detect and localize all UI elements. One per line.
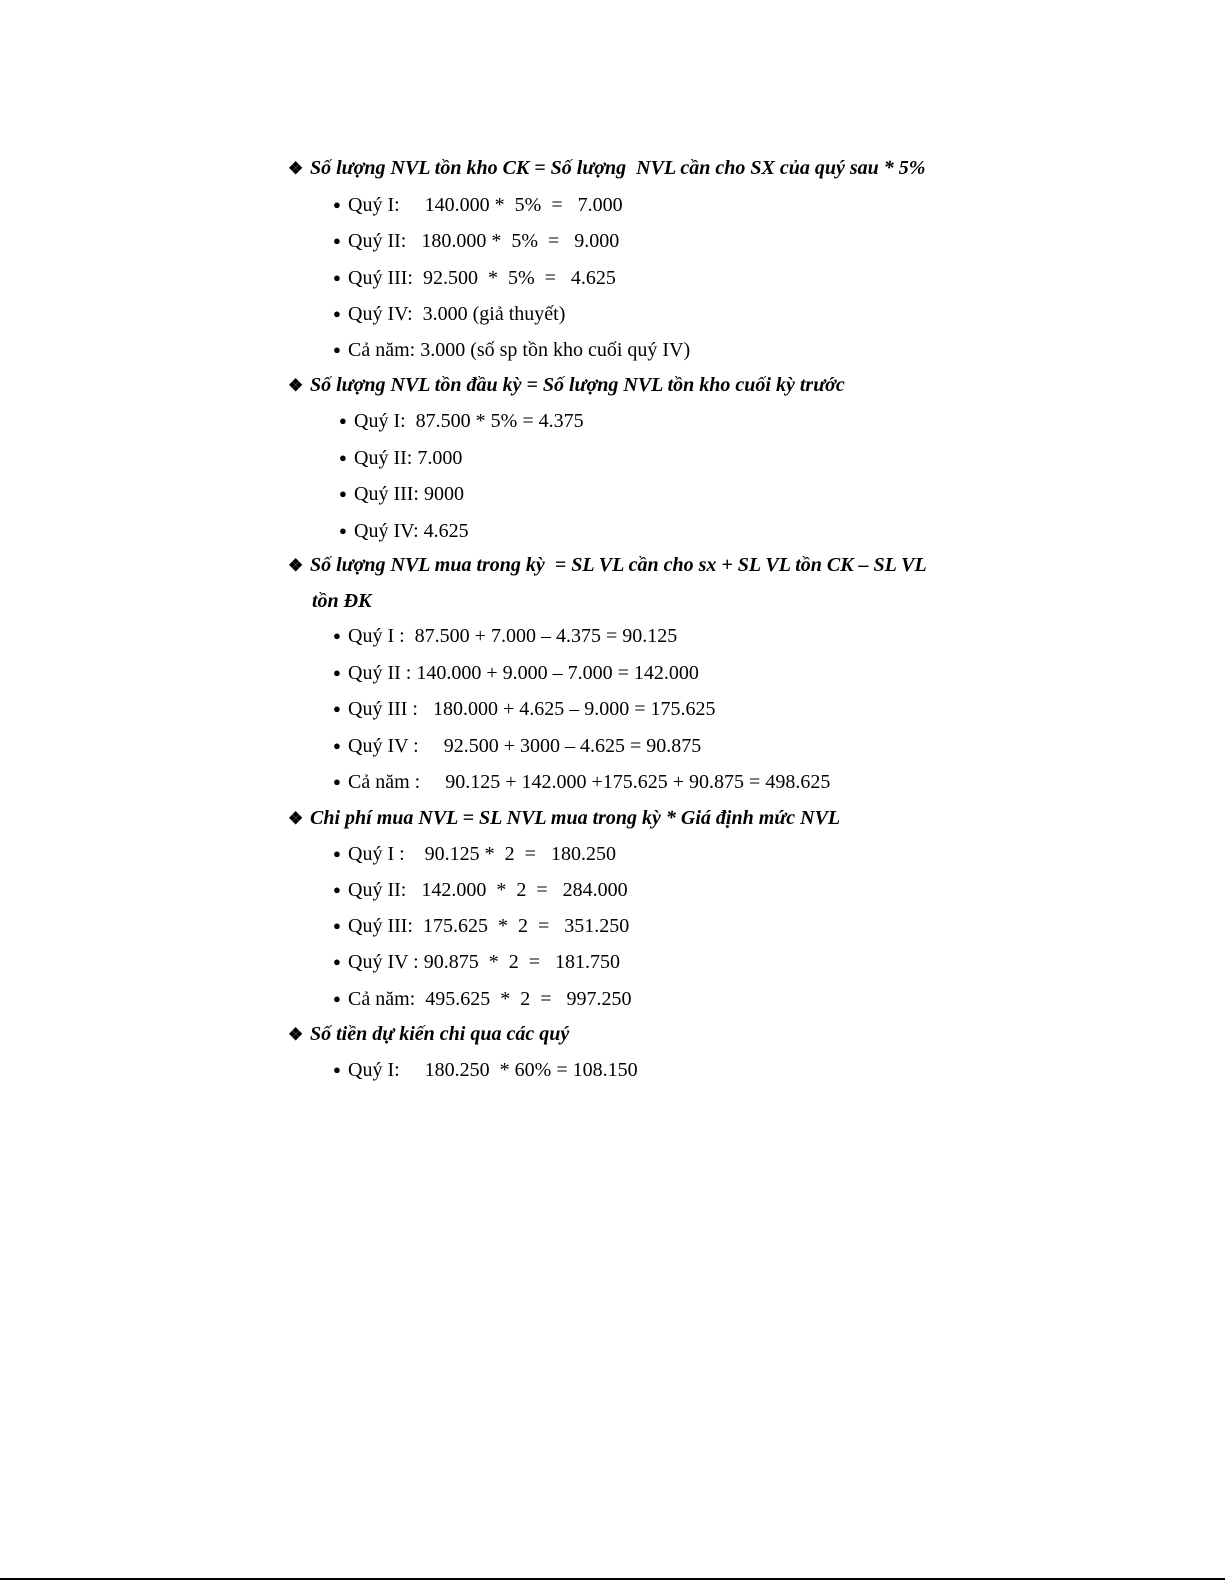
list-item: ● Quý II : 140.000 + 9.000 – 7.000 = 142.000 <box>333 662 699 684</box>
diamond-bullet-icon: ❖ <box>288 1025 304 1044</box>
dot-bullet-icon: ● <box>333 738 341 753</box>
diamond-bullet-icon: ❖ <box>288 556 304 575</box>
dot-bullet-icon: ● <box>333 665 341 680</box>
list-item: ● Quý I : 87.500 + 7.000 – 4.375 = 90.125 <box>333 625 678 647</box>
list-item: ● Quý IV: 3.000 (giả thuyết) <box>333 303 566 325</box>
dot-bullet-icon: ● <box>333 233 341 248</box>
list-item: ● Cả năm: 3.000 (số sp tồn kho cuối quý IV) <box>333 339 691 361</box>
dot-bullet-icon: ● <box>333 918 341 933</box>
list-item: ● Quý III: 9000 <box>339 483 464 505</box>
dot-bullet-icon: ● <box>339 450 347 465</box>
dot-bullet-icon: ● <box>333 628 341 643</box>
dot-bullet-icon: ● <box>333 846 341 861</box>
list-item: ● Quý II: 180.000 * 5% = 9.000 <box>333 230 620 252</box>
diamond-bullet-icon: ❖ <box>288 159 304 178</box>
dot-bullet-icon: ● <box>333 882 341 897</box>
list-item: ● Quý III: 92.500 * 5% = 4.625 <box>333 267 616 289</box>
list-item: ● Quý II: 7.000 <box>339 447 463 469</box>
dot-bullet-icon: ● <box>333 1062 341 1077</box>
dot-bullet-icon: ● <box>333 270 341 285</box>
list-item: ● Cả năm: 495.625 * 2 = 997.250 <box>333 988 632 1010</box>
dot-bullet-icon: ● <box>333 954 341 969</box>
section-heading: ❖ Số lượng NVL tồn đầu kỳ = Số lượng NVL tồn kho cuối kỳ trước <box>288 374 845 396</box>
list-item: ● Cả năm : 90.125 + 142.000 +175.625 + 90.875 = 498.625 <box>333 771 831 793</box>
list-item: ● Quý I: 180.250 * 60% = 108.150 <box>333 1059 638 1081</box>
dot-bullet-icon: ● <box>333 701 341 716</box>
list-item: ● Quý IV : 90.875 * 2 = 181.750 <box>333 951 621 973</box>
diamond-bullet-icon: ❖ <box>288 376 304 395</box>
list-item: ● Quý IV: 4.625 <box>339 520 469 542</box>
dot-bullet-icon: ● <box>333 306 341 321</box>
list-item: ● Quý II: 142.000 * 2 = 284.000 <box>333 879 628 901</box>
dot-bullet-icon: ● <box>333 342 341 357</box>
section-heading-continuation: tồn ĐK <box>312 590 372 612</box>
dot-bullet-icon: ● <box>339 523 347 538</box>
diamond-bullet-icon: ❖ <box>288 809 304 828</box>
list-item: ● Quý III : 180.000 + 4.625 – 9.000 = 175.625 <box>333 698 716 720</box>
list-item: ● Quý III: 175.625 * 2 = 351.250 <box>333 915 630 937</box>
dot-bullet-icon: ● <box>339 486 347 501</box>
dot-bullet-icon: ● <box>333 991 341 1006</box>
section-heading: ❖ Số lượng NVL tồn kho CK = Số lượng NVL cần cho SX của quý sau * 5% <box>288 157 926 179</box>
list-item: ● Quý I: 140.000 * 5% = 7.000 <box>333 194 623 216</box>
section-heading: ❖ Số lượng NVL mua trong kỳ = SL VL cần cho sx + SL VL tồn CK – SL VL <box>288 554 927 576</box>
list-item: ● Quý I : 90.125 * 2 = 180.250 <box>333 843 616 865</box>
list-item: ● Quý I: 87.500 * 5% = 4.375 <box>339 410 584 432</box>
section-heading: ❖ Số tiền dự kiến chi qua các quý <box>288 1023 570 1045</box>
section-heading: ❖ Chi phí mua NVL = SL NVL mua trong kỳ * Giá định mức NVL <box>288 807 841 829</box>
page-bottom-rule <box>0 1578 1225 1580</box>
dot-bullet-icon: ● <box>339 413 347 428</box>
dot-bullet-icon: ● <box>333 197 341 212</box>
dot-bullet-icon: ● <box>333 774 341 789</box>
list-item: ● Quý IV : 92.500 + 3000 – 4.625 = 90.875 <box>333 735 702 757</box>
